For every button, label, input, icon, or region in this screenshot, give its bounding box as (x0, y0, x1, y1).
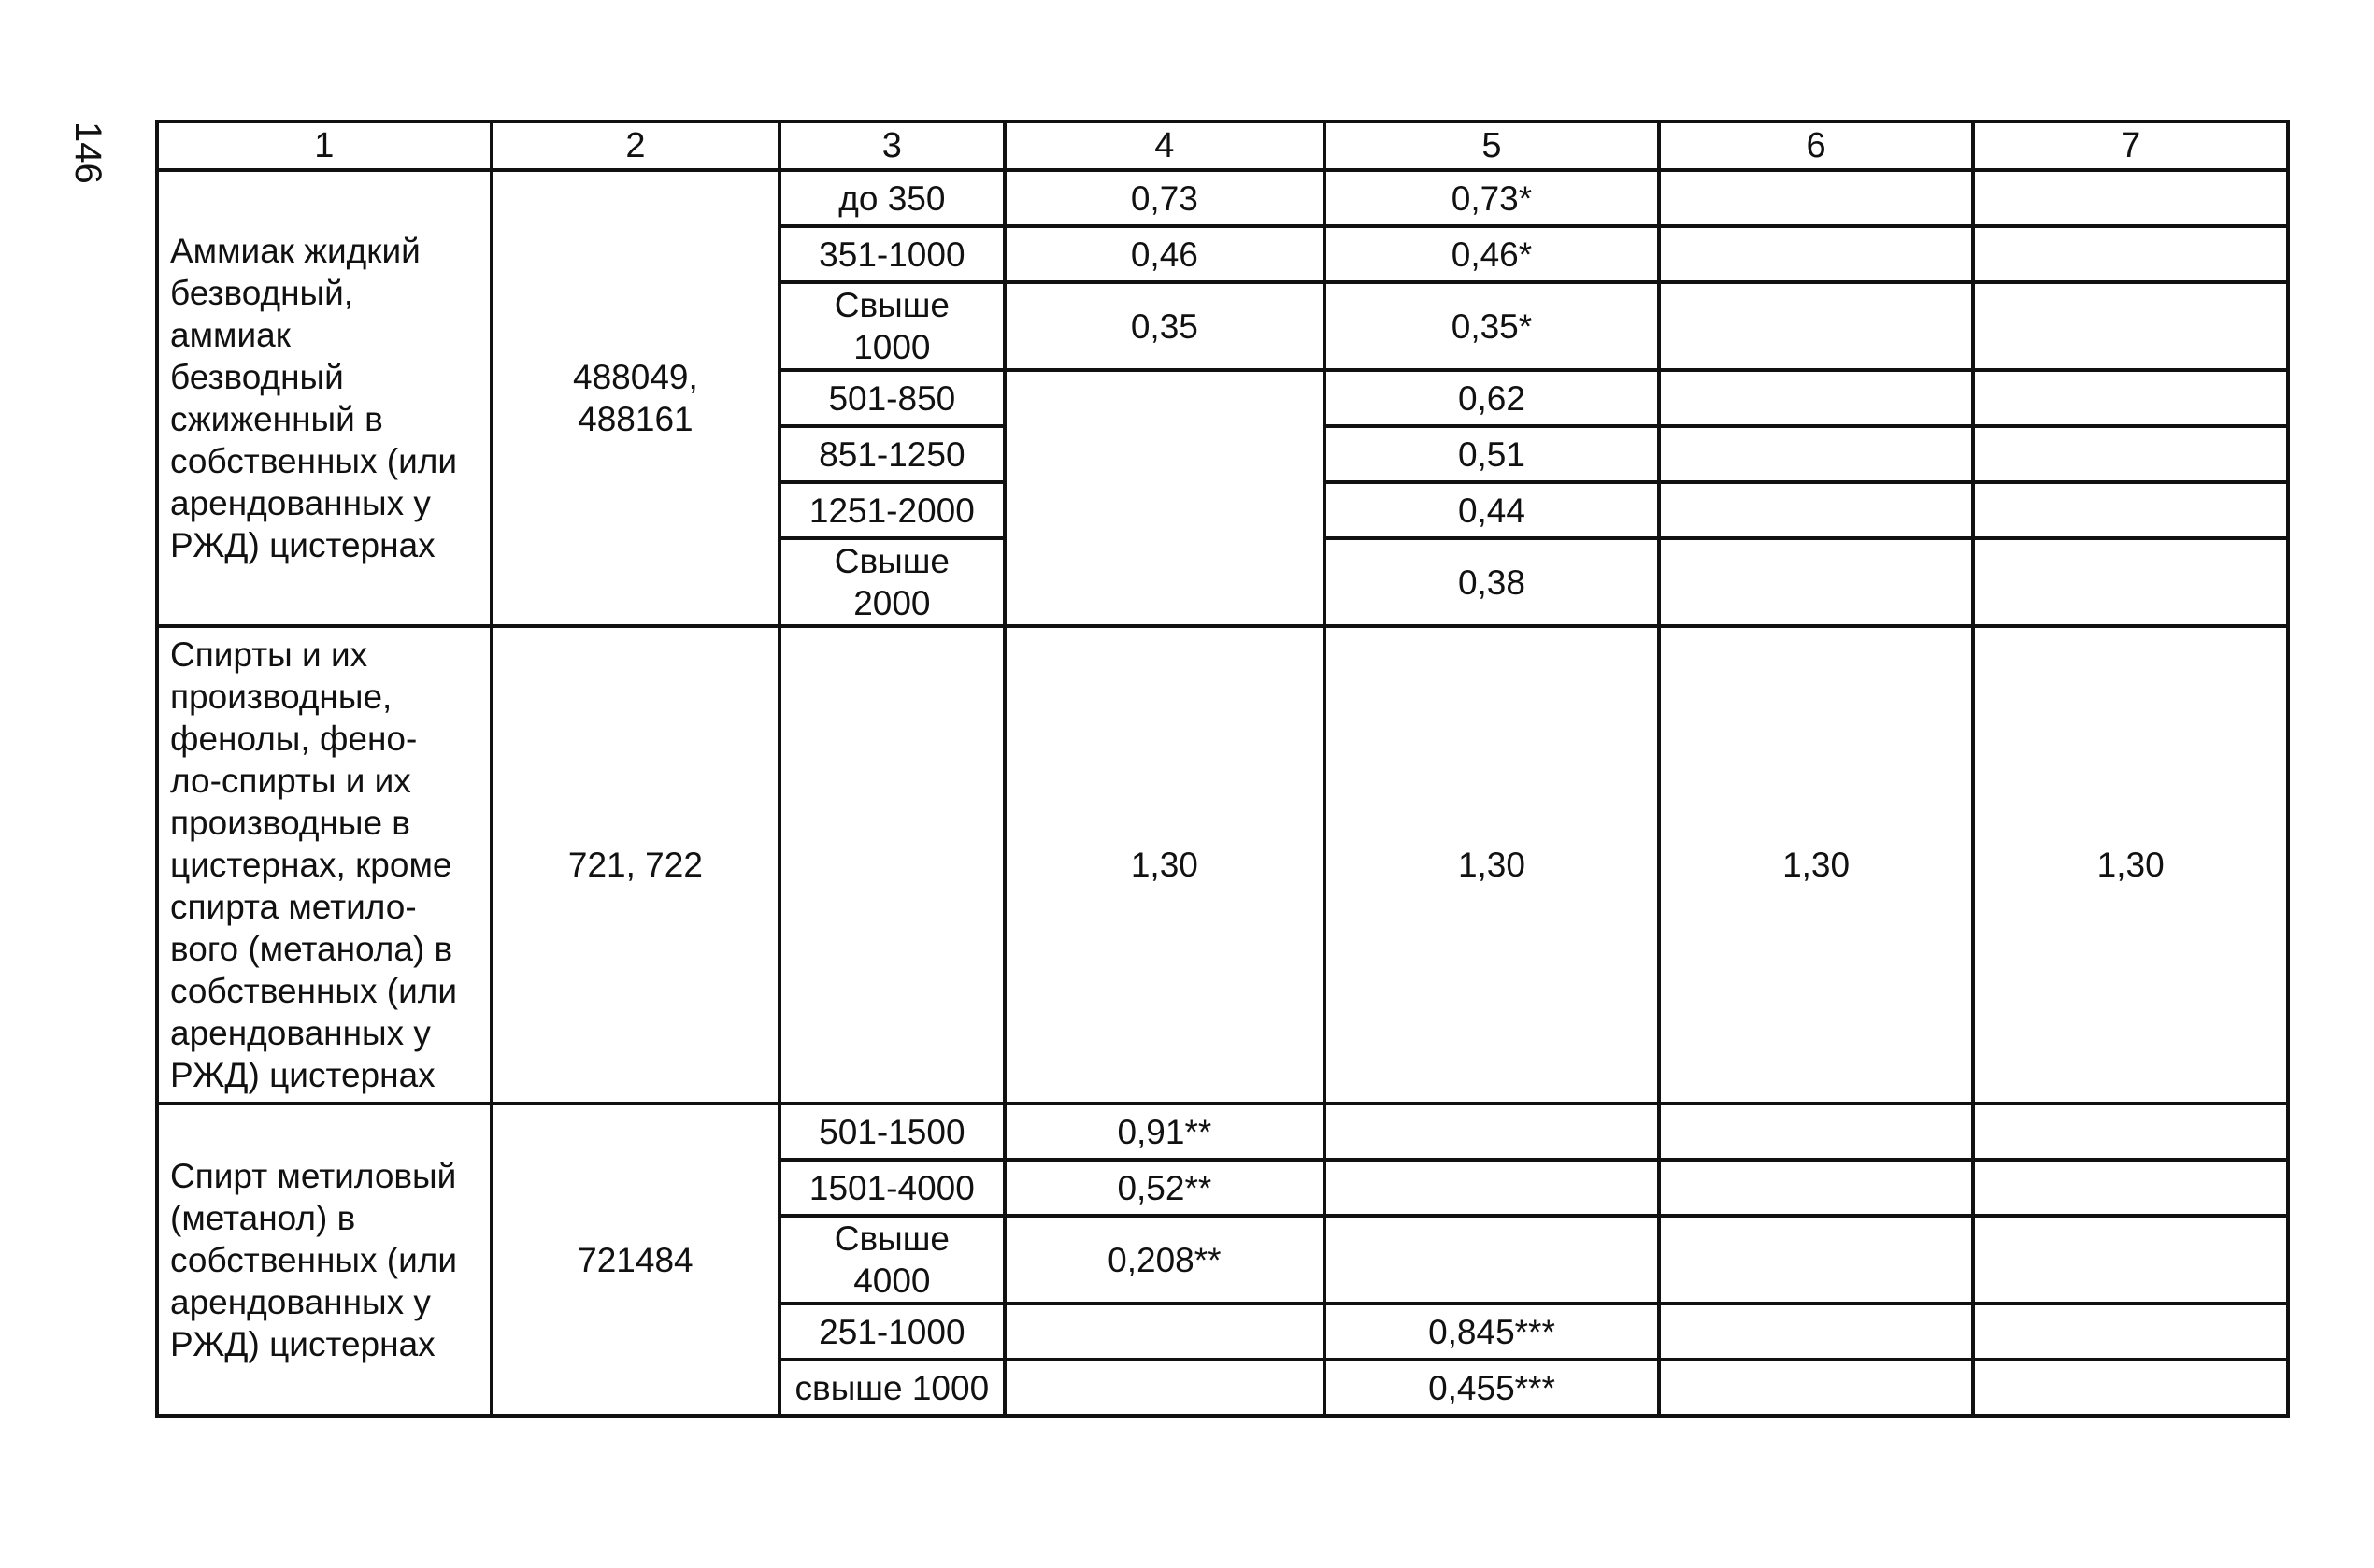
column-header: 1 (157, 121, 492, 170)
cargo-code-cell: 721484 (492, 1104, 780, 1416)
value-cell: 0,46 (1005, 226, 1325, 282)
value-cell: 0,51 (1324, 426, 1659, 482)
value-cell (1973, 226, 2288, 282)
value-cell: 0,91** (1005, 1104, 1325, 1160)
value-cell (1659, 170, 1974, 226)
range-cell: Свыше 1000 (779, 282, 1004, 370)
value-cell (1973, 170, 2288, 226)
range-cell: 851-1250 (779, 426, 1004, 482)
value-cell: 0,46* (1324, 226, 1659, 282)
column-header: 4 (1005, 121, 1325, 170)
value-cell (1973, 1360, 2288, 1416)
range-cell: 1251-2000 (779, 482, 1004, 538)
value-cell (1973, 1104, 2288, 1160)
cargo-name-cell: Спирт метиловый (метанол) в собственных (или арендованных у РЖД) цистернах (157, 1104, 492, 1416)
value-cell: 0,455*** (1324, 1360, 1659, 1416)
table-row (157, 626, 2288, 1104)
range-cell: 501-1500 (779, 1104, 1004, 1160)
value-cell: 0,845*** (1324, 1304, 1659, 1360)
range-cell: Свыше 4000 (779, 1216, 1004, 1304)
value-cell (1659, 482, 1974, 538)
value-cell (1659, 370, 1974, 426)
value-cell (1973, 1160, 2288, 1216)
value-cell (1659, 1104, 1974, 1160)
column-header: 3 (779, 121, 1004, 170)
value-cell: 0,62 (1324, 370, 1659, 426)
column-header: 2 (492, 121, 780, 170)
value-cell: 1,30 (1659, 626, 1974, 1104)
value-cell (1973, 538, 2288, 626)
value-cell (1005, 370, 1325, 626)
value-cell: 0,73 (1005, 170, 1325, 226)
cargo-code-cell: 721, 722 (492, 626, 780, 1104)
range-cell: 1501-4000 (779, 1160, 1004, 1216)
page-number: 146 (67, 121, 108, 184)
value-cell: 0,73* (1324, 170, 1659, 226)
range-cell: до 350 (779, 170, 1004, 226)
tariff-table (155, 120, 2290, 1418)
value-cell (1005, 1304, 1325, 1360)
value-cell: 1,30 (1973, 626, 2288, 1104)
range-cell (779, 626, 1004, 1104)
value-cell (1659, 1160, 1974, 1216)
range-cell: 251-1000 (779, 1304, 1004, 1360)
header-row (157, 121, 2288, 170)
range-cell: свыше 1000 (779, 1360, 1004, 1416)
value-cell: 0,44 (1324, 482, 1659, 538)
value-cell (1659, 1216, 1974, 1304)
value-cell: 0,35* (1324, 282, 1659, 370)
column-header: 5 (1324, 121, 1659, 170)
value-cell (1659, 226, 1974, 282)
value-cell (1005, 1360, 1325, 1416)
table-row (157, 1104, 2288, 1160)
value-cell: 0,208** (1005, 1216, 1325, 1304)
column-header: 6 (1659, 121, 1974, 170)
range-cell: Свыше 2000 (779, 538, 1004, 626)
value-cell: 1,30 (1005, 626, 1325, 1104)
value-cell: 0,52** (1005, 1160, 1325, 1216)
value-cell (1324, 1104, 1659, 1160)
value-cell (1973, 1304, 2288, 1360)
table-row (157, 170, 2288, 226)
range-cell: 501-850 (779, 370, 1004, 426)
value-cell: 0,38 (1324, 538, 1659, 626)
cargo-code-cell: 488049, 488161 (492, 170, 780, 626)
value-cell (1659, 426, 1974, 482)
value-cell (1973, 1216, 2288, 1304)
value-cell (1324, 1160, 1659, 1216)
value-cell (1973, 282, 2288, 370)
value-cell (1973, 370, 2288, 426)
cargo-name-cell: Аммиак жидкий безводный, аммиак безводный сжиженный в собственных (или арендованных у РЖД) цистернах (157, 170, 492, 626)
value-cell (1973, 482, 2288, 538)
value-cell (1659, 1304, 1974, 1360)
column-header: 7 (1973, 121, 2288, 170)
value-cell (1324, 1216, 1659, 1304)
range-cell: 351-1000 (779, 226, 1004, 282)
value-cell (1659, 282, 1974, 370)
value-cell (1659, 1360, 1974, 1416)
value-cell (1659, 538, 1974, 626)
value-cell (1973, 426, 2288, 482)
value-cell: 0,35 (1005, 282, 1325, 370)
value-cell: 1,30 (1324, 626, 1659, 1104)
cargo-name-cell: Спирты и их производные, фенолы, фено- ло-спирты и их производные в цистернах, кроме спирта метило- вого (метанола) в собственных (или арендованных у РЖД) цистернах (157, 626, 492, 1104)
